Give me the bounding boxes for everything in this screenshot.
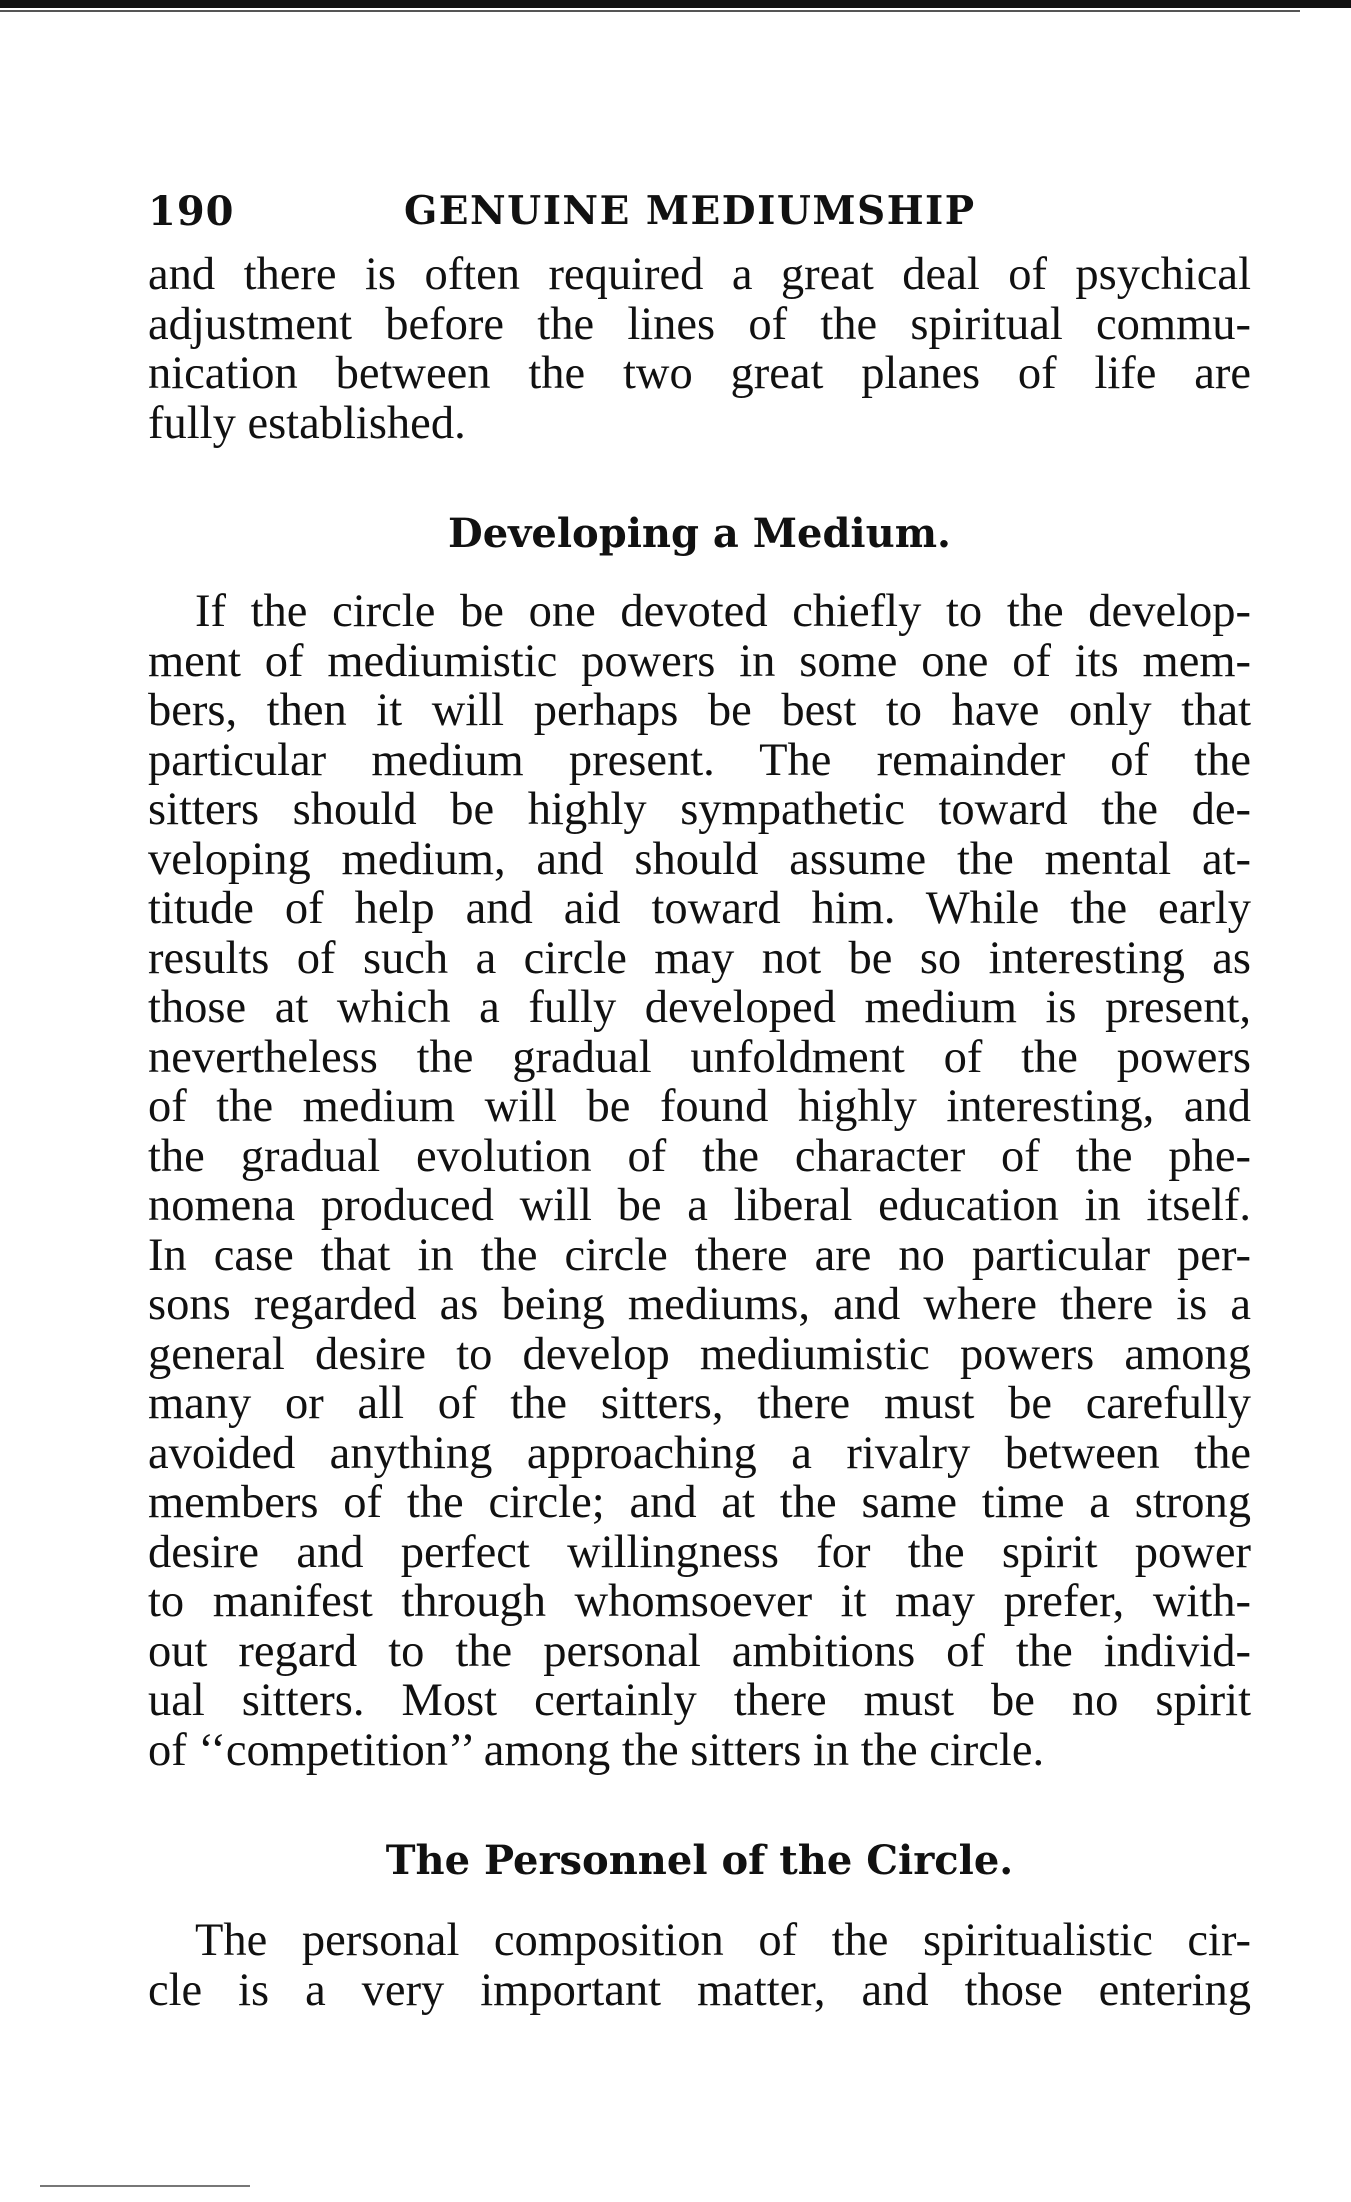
paragraph-personnel [148,1916,1251,2015]
text-line: sitters should be highly sympathetic toward the de- [148,784,1251,835]
text-line: general desire to develop mediumistic powers among [148,1328,1251,1380]
text-line: nication between the two great planes of life are [148,348,1251,399]
text-line: results of such a circle may not be so interesting as [148,932,1251,984]
paragraph-developing-medium [148,587,1251,1775]
text-line: avoided anything approaching a rivalry between the [148,1427,1251,1479]
text-line: adjustment before the lines of the spiritual commu- [148,298,1251,350]
top-rule [0,0,1351,8]
text-line: bers, then it will perhaps be best to have only that [148,685,1251,736]
text-line: of ‘‘competition’’ among the sitters in the circle. [148,1724,1045,1776]
text-line: ual sitters. Most certainly there must be no spirit [148,1675,1251,1726]
top-rule-thin [0,10,1300,12]
text-line: veloping medium, and should assume the mental at- [148,833,1251,885]
paragraph-continued [148,250,1251,448]
page [148,188,1251,2015]
text-line: those at which a fully developed medium is present, [148,982,1251,1033]
text-line: nomena produced will be a liberal education in itself. [148,1180,1251,1231]
section-heading-developing-medium: Developing a Medium. [448,510,951,557]
text-line: members of the circle; and at the same time a strong [148,1477,1251,1528]
section-heading-personnel: The Personnel of the Circle. [385,1837,1014,1884]
text-line: cle is a very important matter, and those entering [148,1964,1251,2016]
text-line: The personal composition of the spiritualistic cir- [195,1915,1251,1966]
running-head [148,188,1251,250]
text-line: In case that in the circle there are no particular per- [148,1229,1251,1281]
text-line: many or all of the sitters, there must be carefully [148,1378,1251,1429]
book-title: GENUINE MEDIUMSHIP [404,188,976,234]
text-line: sons regarded as being mediums, and where there is a [148,1279,1251,1330]
text-line: desire and perfect willingness for the spirit power [148,1526,1251,1578]
text-line: nevertheless the gradual unfoldment of the powers [148,1031,1251,1083]
bottom-rule [40,2185,250,2187]
text-line: and there is often required a great deal of psychical [148,249,1251,300]
text-line: the gradual evolution of the character of the phe- [148,1130,1251,1182]
text-line: particular medium present. The remainder of the [148,734,1251,786]
text-line: titude of help and aid toward him. While the early [148,883,1251,934]
page-number: 190 [148,188,235,235]
text-line: to manifest through whomsoever it may prefer, with- [148,1576,1251,1627]
text-line: ment of mediumistic powers in some one of its mem- [148,635,1251,687]
text-line: fully established. [148,397,466,449]
text-line: of the medium will be found highly interesting, and [148,1081,1251,1132]
text-line: If the circle be one devoted chiefly to the develop- [195,586,1251,637]
text-line: out regard to the personal ambitions of the individ- [148,1625,1251,1677]
